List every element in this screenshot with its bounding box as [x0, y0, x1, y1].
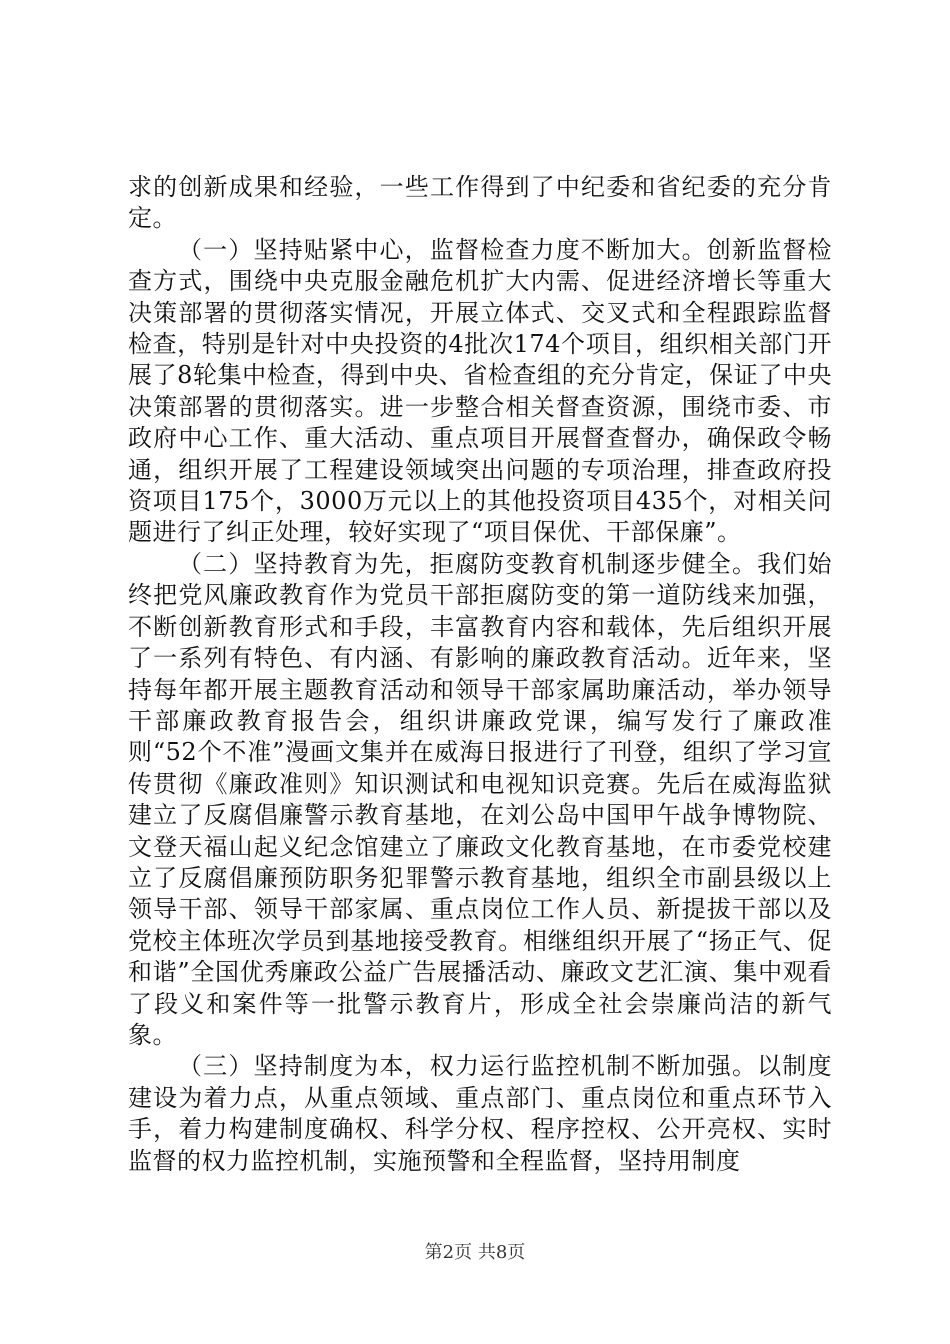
paragraph-supervision: （一）坚持贴紧中心，监督检查力度不断加大。创新监督检查方式，围绕中央克服金融危机扩大内需、促进经济增长等重大决策部署的贯彻落实情况，开展立体式、交叉式和全程跟踪监督检查，特别是针对中央投资的4批次174个项目，组织相关部门开展了8轮集中检查，得到中央、省检查组的充分肯定，保证了中央决策部署的贯彻落实。进一步整合相关督查资源，围绕市委、市政府中心工作、重大活动、重点项目开展督查督办，确保政令畅通，组织开展了工程建设领域突出问题的专项治理，排查政府投资项目175个，3000万元以上的其他投资项目435个，对相关问题进行了纠正处理，较好实现了“项目保优、干部保廉”。: [128, 235, 832, 547]
paragraph-education: （二）坚持教育为先，拒腐防变教育机制逐步健全。我们始终把党风廉政教育作为党员干部拒腐防变的第一道防线来加强，不断创新教育形式和手段，丰富教育内容和载体，先后组织开展了一系列有特色、有内涵、有影响的廉政教育活动。近年来，坚持每年都开展主题教育活动和领导干部家属助廉活动，举办领导干部廉政教育报告会，组织讲廉政党课，编写发行了廉政准则“52个不准”漫画文集并在威海日报进行了刊登，组织了学习宣传贯彻《廉政准则》知识测试和电视知识竞赛。先后在威海监狱建立了反腐倡廉警示教育基地，在刘公岛中国甲午战争博物院、文登天福山起义纪念馆建立了廉政文化教育基地，在市委党校建立了反腐倡廉预防职务犯罪警示教育基地，组织全市副县级以上领导干部、领导干部家属、重点岗位工作人员、新提拔干部以及党校主体班次学员到基地接受教育。相继组织开展了“扬正气、促和谐”全国优秀廉政公益广告展播活动、廉政文艺汇演、集中观看了段义和案件等一批警示教育片，形成全社会崇廉尚洁的新气象。: [128, 549, 832, 1049]
page-number-footer: 第2页 共8页: [424, 1242, 526, 1263]
paragraph-continuation: 求的创新成果和经验，一些工作得到了中纪委和省纪委的充分肯定。: [128, 173, 832, 233]
document-body: [128, 172, 832, 1177]
paragraph-system: （三）坚持制度为本，权力运行监控机制不断加强。以制度建设为着力点，从重点领域、重点部门、重点岗位和重点环节入手，着力构建制度确权、科学分权、程序控权、公开亮权、实时监督的权力监控机制，实施预警和全程监督，坚持用制度: [128, 1052, 832, 1175]
